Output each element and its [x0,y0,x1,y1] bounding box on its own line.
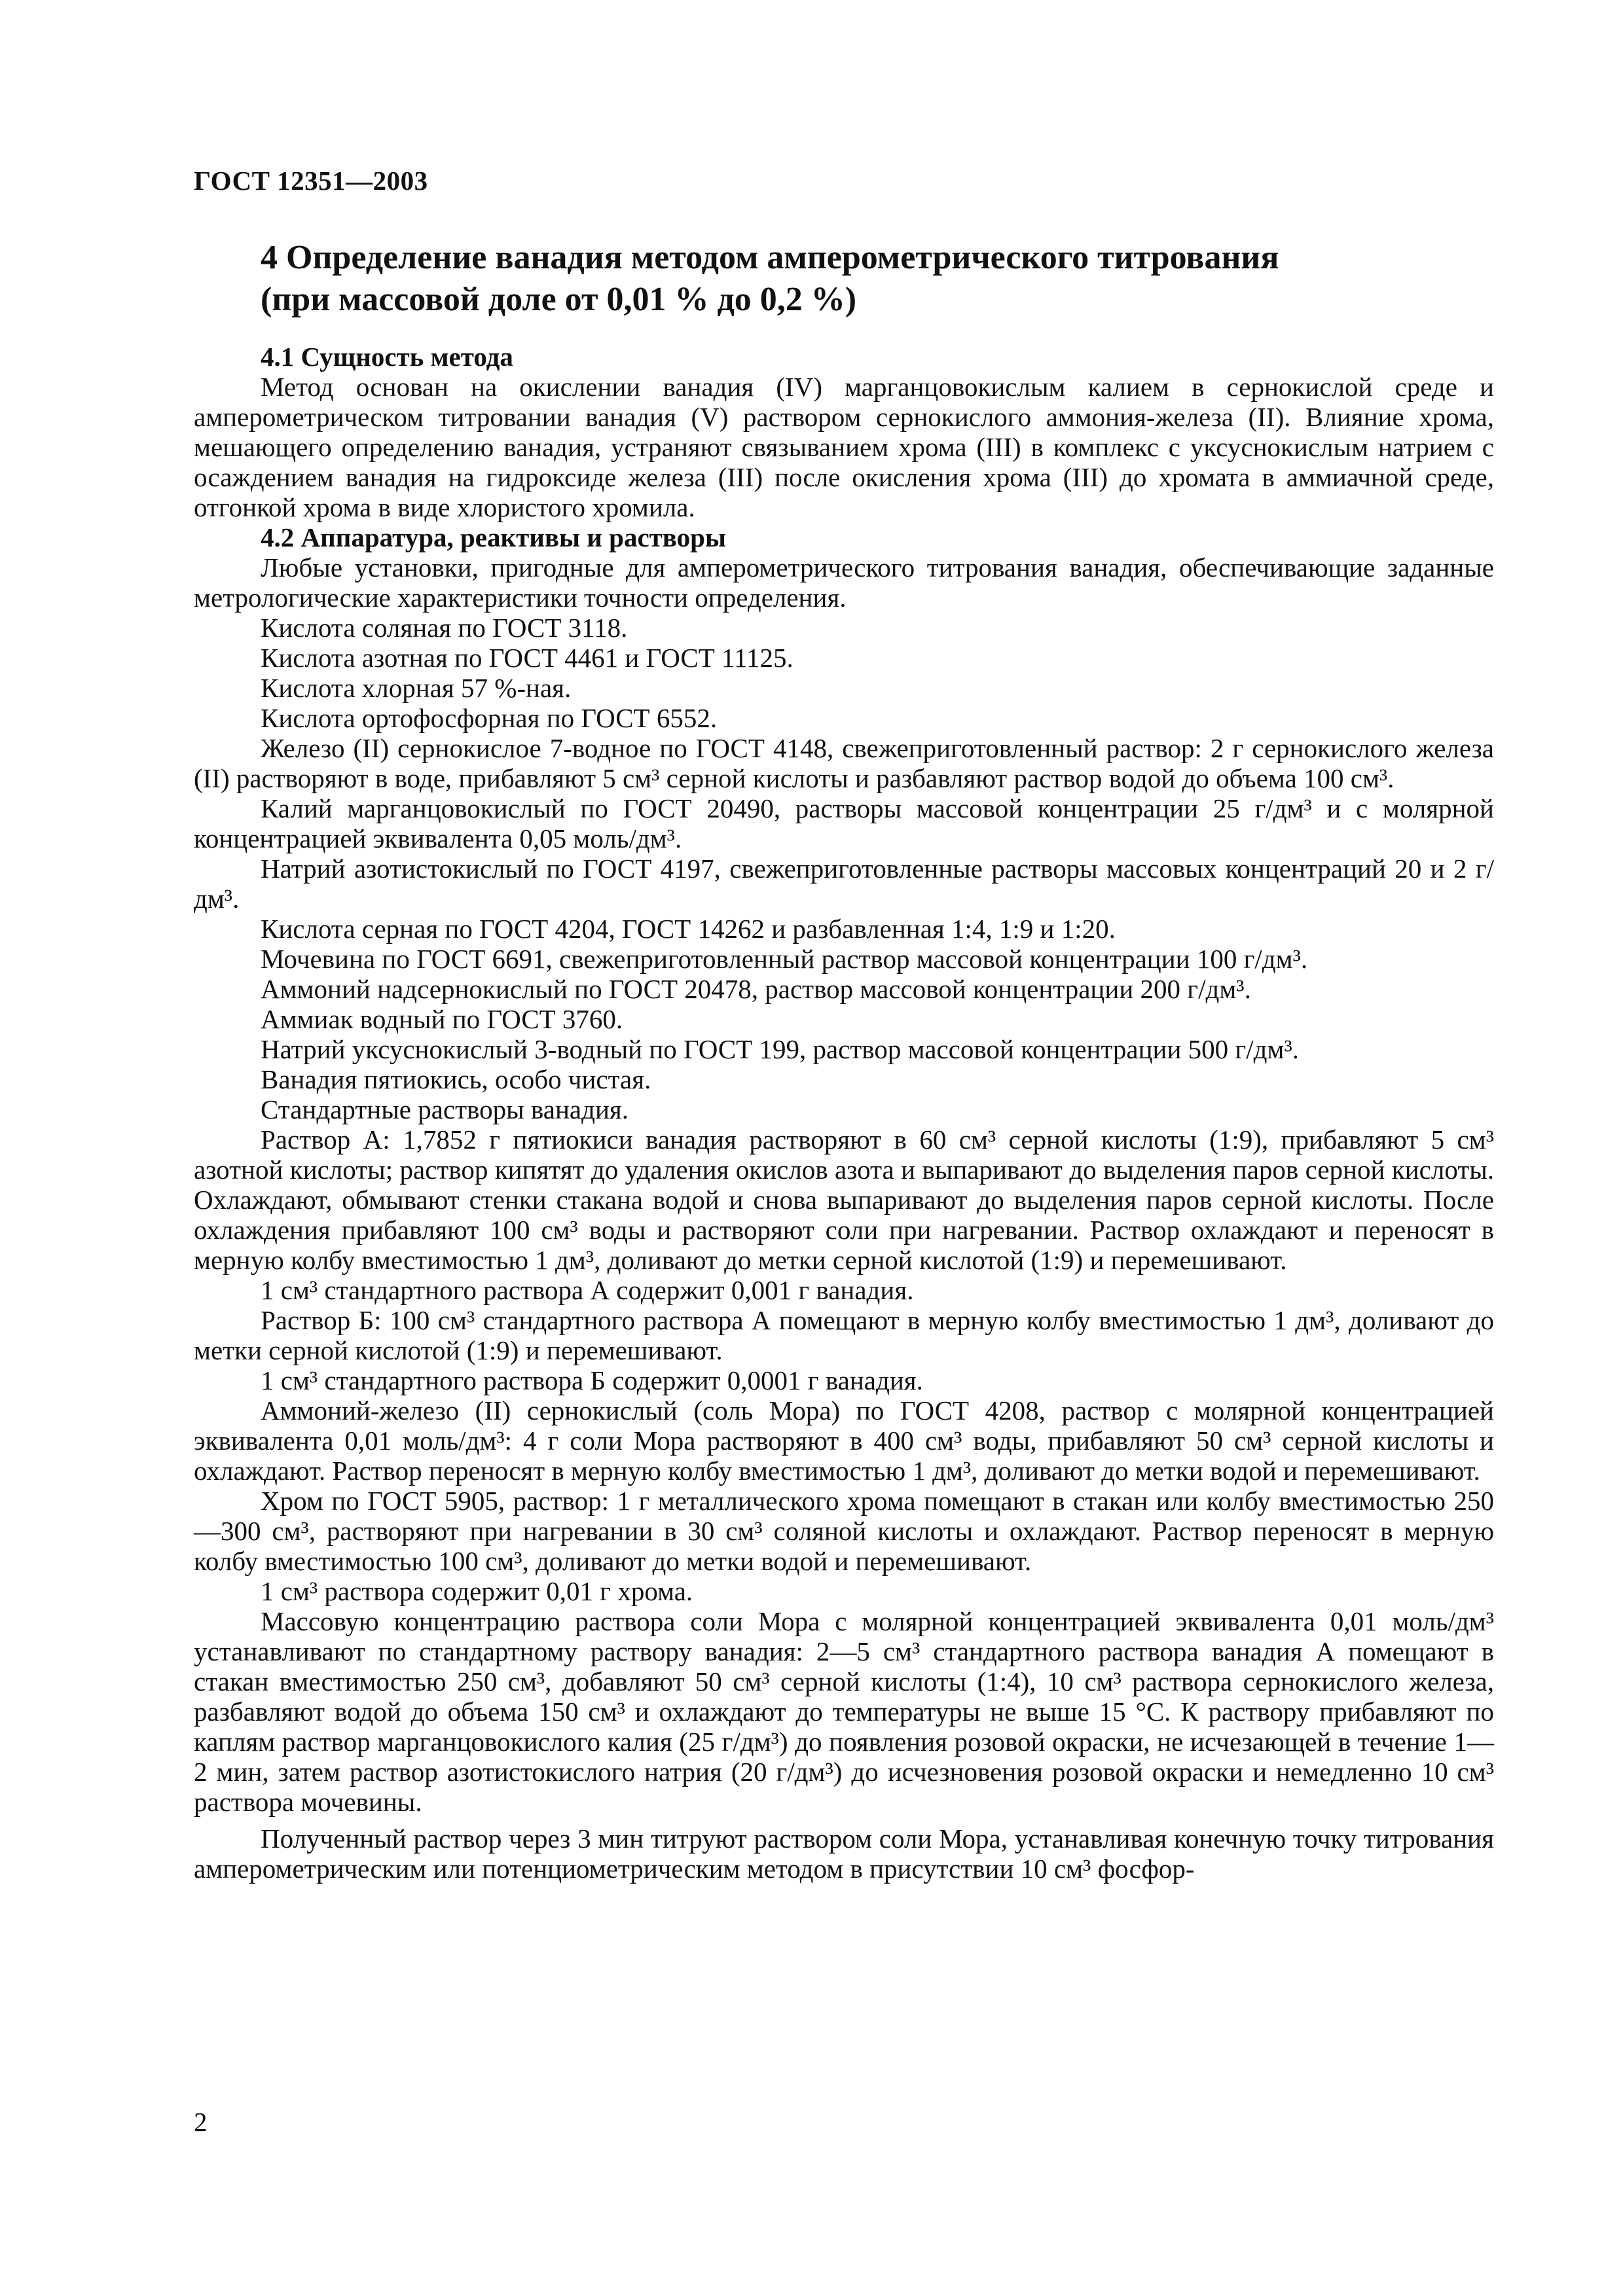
paragraph: Калий марганцовокислый по ГОСТ 20490, растворы массовой концентрации 25 г/дм³ и с молярной концентрацией эквивалента 0,05 моль/дм³. [194,793,1494,853]
paragraph: Любые установки, пригодные для амперометрического титрования ванадия, обеспечивающие заданные метрологические характеристики точности определения. [194,552,1494,613]
paragraph: 1 см³ стандартного раствора Б содержит 0,0001 г ванадия. [261,1365,923,1395]
paragraph: Раствор Б: 100 см³ стандартного раствора А помещают в мерную колбу вместимостью 1 дм³, доливают до метки серной кислотой (1:9) и перемешивают. [194,1305,1494,1365]
paragraph: 1 см³ стандартного раствора А содержит 0,001 г ванадия. [261,1275,914,1305]
paragraph: Полученный раствор через 3 мин титруют раствором соли Мора, устанавливая конечную точку титрования амперометрическим или потенциометрическим методом в присутствии 10 см³ фосфор- [194,1823,1494,1884]
paragraph: Хром по ГОСТ 5905, раствор: 1 г металлического хрома помещают в стакан или колбу вместимостью 250—300 см³, растворяют при нагревании в 30 см³ соляной кислоты и охлаждают. Раствор переносят в мерную колбу вместимостью 100 см³, доливают до метки водой и перемешивают. [194,1486,1494,1576]
paragraph: Стандартные растворы ванадия. [261,1094,629,1124]
paragraph: Раствор А: 1,7852 г пятиокиси ванадия растворяют в 60 см³ серной кислоты (1:9), прибавляют 5 см³ азотной кислоты; раствор кипятят до удаления окислов азота и выпаривают до выделения паров серной кислоты. Охлаждают, обмывают стенки стакана водой и снова выпаривают до выделения паров серной кислоты. После охлаждения прибавляют 100 см³ воды и растворяют соли при нагревании. Раствор охлаждают и переносят в мерную колбу вместимостью 1 дм³, доливают до метки серной кислотой (1:9) и перемешивают. [194,1124,1494,1275]
paragraph: Аммоний-железо (II) сернокислый (соль Мора) по ГОСТ 4208, раствор с молярной концентрацией эквивалента 0,01 моль/дм³: 4 г соли Мора растворяют в 400 см³ воды, прибавляют 50 см³ серной кислоты и охлаждают. Раствор переносят в мерную колбу вместимостью 1 дм³, доливают до метки водой и перемешивают. [194,1395,1494,1486]
document-code: ГОСТ 12351—2003 [194,166,428,196]
paragraph: Натрий уксуснокислый 3-водный по ГОСТ 199, раствор массовой концентрации 500 г/дм³. [261,1034,1299,1064]
subsection-heading: 4.2 Аппаратура, реактивы и растворы [261,522,726,552]
section-title-line-1: 4 Определение ванадия методом амперометрического титрования [261,239,1279,276]
paragraph: Массовую концентрацию раствора соли Мора с молярной концентрацией эквивалента 0,01 моль/дм³ устанавливают по стандартному раствору ванадия: 2—5 см³ стандартного раствора ванадия А помещают в стакан вместимостью 250 см³, добавляют 50 см³ серной кислоты (1:4), 10 см³ раствора сернокислого железа, разбавляют водой до объема 150 см³ и охлаждают до температуры не выше 15 °С. К раствору прибавляют по каплям раствор марганцовокислого калия (25 г/дм³) до появления розовой окраски, не исчезающей в течение 1—2 мин, затем раствор азотистокислого натрия (20 г/дм³) до исчезновения розовой окраски и немедленно 10 см³ раствора мочевины. [194,1606,1494,1817]
paragraph: Аммоний надсернокислый по ГОСТ 20478, раствор массовой концентрации 200 г/дм³. [261,974,1251,1004]
paragraph: Мочевина по ГОСТ 6691, свежеприготовленный раствор массовой концентрации 100 г/дм³. [261,944,1308,974]
paragraph: Натрий азотистокислый по ГОСТ 4197, свежеприготовленные растворы массовых концентраций 20 и 2 г/дм³. [194,853,1494,914]
section-title-line-2: (при массовой доле от 0,01 % до 0,2 %) [261,281,857,318]
page-number: 2 [194,2107,208,2137]
paragraph: 1 см³ раствора содержит 0,01 г хрома. [261,1576,693,1606]
paragraph: Ванадия пятиокись, особо чистая. [261,1064,651,1094]
body-text [194,342,1494,1884]
subsection-heading: 4.1 Сущность метода [261,342,513,372]
paragraph: Кислота соляная по ГОСТ 3118. [261,613,628,643]
paragraph: Аммиак водный по ГОСТ 3760. [261,1004,623,1034]
paragraph: Метод основан на окислении ванадия (IV) марганцовокислым калием в сернокислой среде и амперометрическом титровании ванадия (V) раствором сернокислого аммония-железа (II). Влияние хрома, мешающего определению ванадия, устраняют связыванием хрома (III) в комплекс с уксуснокислым натрием с осаждением ванадия на гидроксиде железа (III) после окисления хрома (III) до хромата в аммиачной среде, отгонкой хрома в виде хлористого хромила. [194,372,1494,522]
paragraph: Кислота хлорная 57 %-ная. [261,673,572,703]
paragraph: Кислота серная по ГОСТ 4204, ГОСТ 14262 и разбавленная 1:4, 1:9 и 1:20. [261,914,1116,944]
paragraph: Кислота ортофосфорная по ГОСТ 6552. [261,703,718,733]
paragraph: Кислота азотная по ГОСТ 4461 и ГОСТ 11125. [261,643,793,673]
paragraph: Железо (II) сернокислое 7-водное по ГОСТ 4148, свежеприготовленный раствор: 2 г сернокислого железа (II) растворяют в воде, прибавляют 5 см³ серной кислоты и разбавляют раствор водой до объема 100 см³. [194,733,1494,793]
section-title [261,237,1544,321]
